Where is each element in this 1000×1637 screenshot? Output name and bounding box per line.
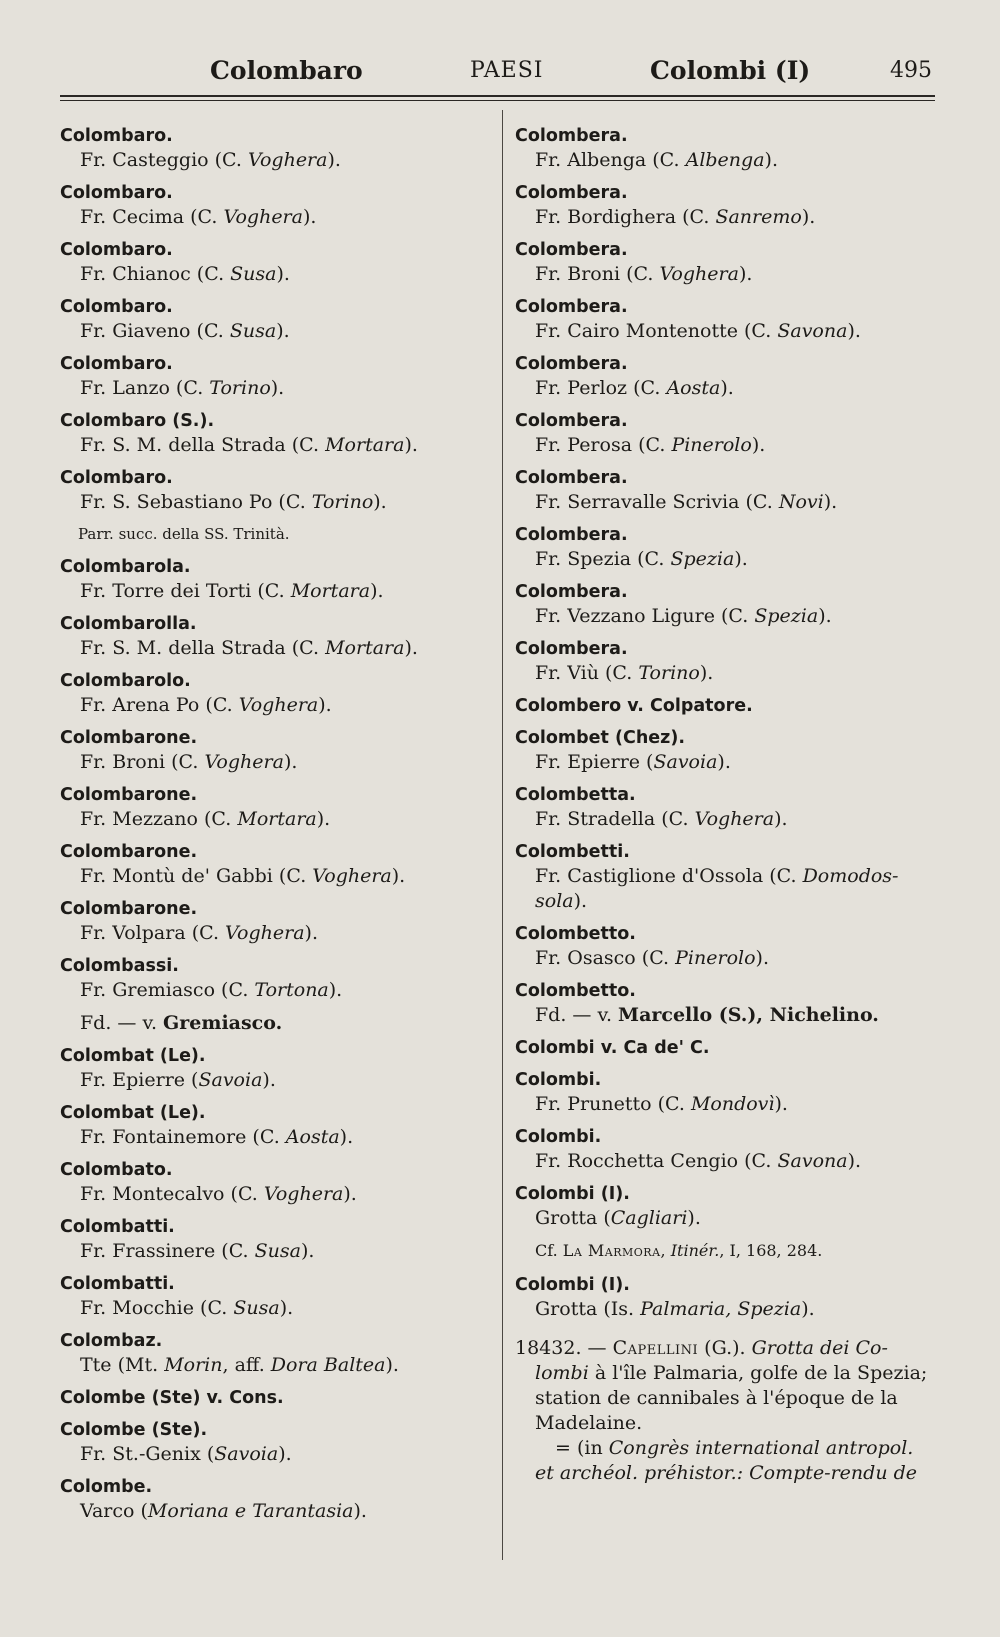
headword: Colombi v. Ca de' C. [515,1038,710,1058]
headword: Colombaro. [60,297,173,317]
citation: Cf. La Marmora, Itinér., I, 168, 284. [535,1241,823,1260]
entry-detail: Fr. St.-Genix (Savoia). [80,1443,292,1465]
list-item: Colombe. Varco (Moriana e Tarantasia). [60,1475,490,1524]
list-item [60,1101,490,1150]
headword: Colombato. [60,1160,173,1180]
headword: Colombe (Ste) v. Cons. [60,1388,284,1408]
headword: Colombaro. [60,468,173,488]
list-item [60,897,490,946]
list-item [60,295,490,344]
list-item [515,637,935,686]
list-item [60,352,490,401]
headword: Colombarola. [60,557,191,577]
headword: Colombi. [515,1070,602,1090]
headword: Colombet (Chez). [515,728,685,748]
cross-reference: Gremiasco. [163,1012,283,1034]
list-item [60,1418,490,1467]
page-number: 495 [890,58,932,83]
list-item [60,1272,490,1321]
entry-detail: Fr. S. Sebastiano Po (C. Torino). [80,491,387,513]
headword: Colombarolo. [60,671,191,691]
headword: Colombera. [515,183,628,203]
headword: Colombaro. [60,240,173,260]
headword: Colombera. [515,354,628,374]
headword: Colombera. [515,240,628,260]
list-item [515,1125,935,1174]
headword: Colombetti. [515,842,630,862]
entry-detail: Fr. Bordighera (C. Sanremo). [535,206,816,228]
list-item [60,669,490,718]
list-item [515,694,935,718]
headword: Colombera. [515,639,628,659]
list-item [60,612,490,661]
list-item [515,466,935,515]
headword: Colombi. [515,1127,602,1147]
headword: Colombatti. [60,1217,175,1237]
list-item [60,555,490,604]
list-item [515,1068,935,1117]
list-item [515,295,935,344]
entry-detail: Fr. S. M. della Strada (C. Mortara). [80,637,418,659]
headword: Colombe (Ste). [60,1420,208,1440]
entry-detail: Fr. Serravalle Scrivia (C. Novi). [535,491,838,513]
list-item: Colombetto. Fd. — v. Marcello (S.), Nichelino. [515,979,935,1028]
headword: Colombarone. [60,899,198,919]
entry-detail: Fr. Frassinere (C. Susa). [80,1240,315,1262]
entry-detail: Fr. Spezia (C. Spezia). [535,548,748,570]
entry-detail: Fr. Vezzano Ligure (C. Spezia). [535,605,832,627]
headword: Colombera. [515,126,628,146]
entry-detail: Fr. Rocchetta Cengio (C. Savona). [535,1150,862,1172]
entry-detail: Fr. Perosa (C. Pinerolo). [535,434,766,456]
list-item [515,409,935,458]
headword: Colombera. [515,297,628,317]
list-item [60,783,490,832]
headword: Colombetto. [515,981,636,1001]
list-item: Colombi (I). Grotta (Is. Palmaria, Spezia). [515,1273,935,1322]
list-item [60,238,490,287]
headword: Colombatti. [60,1274,175,1294]
entry-detail: Fr. Epierre (Savoia). [80,1069,276,1091]
headword: Colombaro. [60,354,173,374]
entry-detail: Fr. Broni (C. Voghera). [535,263,753,285]
entry-detail: Fr. Casteggio (C. Voghera). [80,149,341,171]
list-item [515,783,935,832]
list-item [515,238,935,287]
entry-detail: Fr. Volpara (C. Voghera). [80,922,318,944]
list-item [60,1215,490,1264]
headword: Colombarolla. [60,614,197,634]
column-divider [502,110,503,1560]
header-left-word: Colombaro [210,56,363,85]
header-section: PAESI [470,58,544,83]
list-item: Colombetti. Fr. Castiglione d'Ossola (C. Domodos- sola). [515,840,935,914]
list-item [515,580,935,629]
list-item [515,1036,935,1060]
entry-detail: Fr. Viù (C. Torino). [535,662,714,684]
entry-detail: Fr. Prunetto (C. Mondovì). [535,1093,788,1115]
entry-detail: Fr. Cecima (C. Voghera). [80,206,317,228]
list-item [60,466,490,515]
left-column [60,124,490,1532]
entry-detail: Fr. Fontainemore (C. Aosta). [80,1126,354,1148]
list-item: Fd. — v. Gremiasco. [80,1012,283,1034]
entry-detail: Fr. Perloz (C. Aosta). [535,377,734,399]
headword: Colombetto. [515,924,636,944]
list-item [60,181,490,230]
headword: Colombarone. [60,842,198,862]
header-rule-thin [60,100,935,101]
parish-note: Parr. succ. della SS. Trinità. [78,525,290,543]
entry-detail: Fr. Montecalvo (C. Voghera). [80,1183,357,1205]
entry-detail: Fr. Mocchie (C. Susa). [80,1297,294,1319]
entry-detail: Fr. Stradella (C. Voghera). [535,808,788,830]
headword: Colombarone. [60,785,198,805]
headword: Colombetta. [515,785,636,805]
list-item [515,922,935,971]
headword: Colombaro. [60,126,173,146]
entry-detail: Fr. Giaveno (C. Susa). [80,320,290,342]
entry-detail: Fr. Osasco (C. Pinerolo). [535,947,769,969]
running-header [0,52,1000,92]
list-item [515,124,935,173]
list-item [515,181,935,230]
headword: Colombat (Le). [60,1103,206,1123]
entry-detail: Fr. S. M. della Strada (C. Mortara). [80,434,418,456]
list-item [515,726,935,775]
entry-detail: Fr. Mezzano (C. Mortara). [80,808,331,830]
entry-detail: Fr. Cairo Montenotte (C. Savona). [535,320,861,342]
bibliography-entry: 18432. — Capellini (G.). Grotta dei Co- lombi à l'île Palmaria, golfe de la Spezia; station de cannibales à l'époque de la Madelaine. = (in Congrès international antropol. et archéol. préhistor.: Compte-rendu de [515,1337,928,1484]
headword: Colombero v. Colpatore. [515,696,753,716]
list-item [60,954,490,1003]
headword: Colombassi. [60,956,179,976]
list-item [60,1386,490,1410]
entry-detail: Fr. Lanzo (C. Torino). [80,377,285,399]
entry-detail: Fr. Albenga (C. Albenga). [535,149,778,171]
list-item [60,726,490,775]
cross-reference: Marcello (S.), Nichelino. [618,1004,879,1026]
headword: Colombera. [515,525,628,545]
list-item [60,409,490,458]
list-item [515,523,935,572]
list-item [60,1044,490,1093]
header-right-word: Colombi (I) [650,56,811,85]
headword: Colombera. [515,411,628,431]
header-rule [60,95,935,97]
headword: Colombi (I). [515,1184,630,1204]
headword: Colombera. [515,582,628,602]
headword: Colombat (Le). [60,1046,206,1066]
list-item: Colombaz. Tte (Mt. Morin, aff. Dora Baltea). [60,1329,490,1378]
headword: Colombaz. [60,1331,163,1351]
headword: Colombe. [60,1477,153,1497]
list-item [60,1158,490,1207]
right-column [515,124,935,1486]
entry-detail: Fr. Gremiasco (C. Tortona). [80,979,343,1001]
list-item: Colombi (I). Grotta (Cagliari). [515,1182,935,1231]
list-item [515,352,935,401]
headword: Colombi (I). [515,1275,630,1295]
entry-detail: Fr. Epierre (Savoia). [535,751,731,773]
list-item [60,124,490,173]
headword: Colombarone. [60,728,198,748]
entry-detail: Fr. Chianoc (C. Susa). [80,263,290,285]
entry-detail: Fr. Torre dei Torti (C. Mortara). [80,580,384,602]
headword: Colombaro (S.). [60,411,215,431]
entry-detail: Fr. Montù de' Gabbi (C. Voghera). [80,865,406,887]
headword: Colombera. [515,468,628,488]
headword: Colombaro. [60,183,173,203]
list-item [60,840,490,889]
entry-detail: Fr. Arena Po (C. Voghera). [80,694,332,716]
entry-detail: Fr. Broni (C. Voghera). [80,751,298,773]
